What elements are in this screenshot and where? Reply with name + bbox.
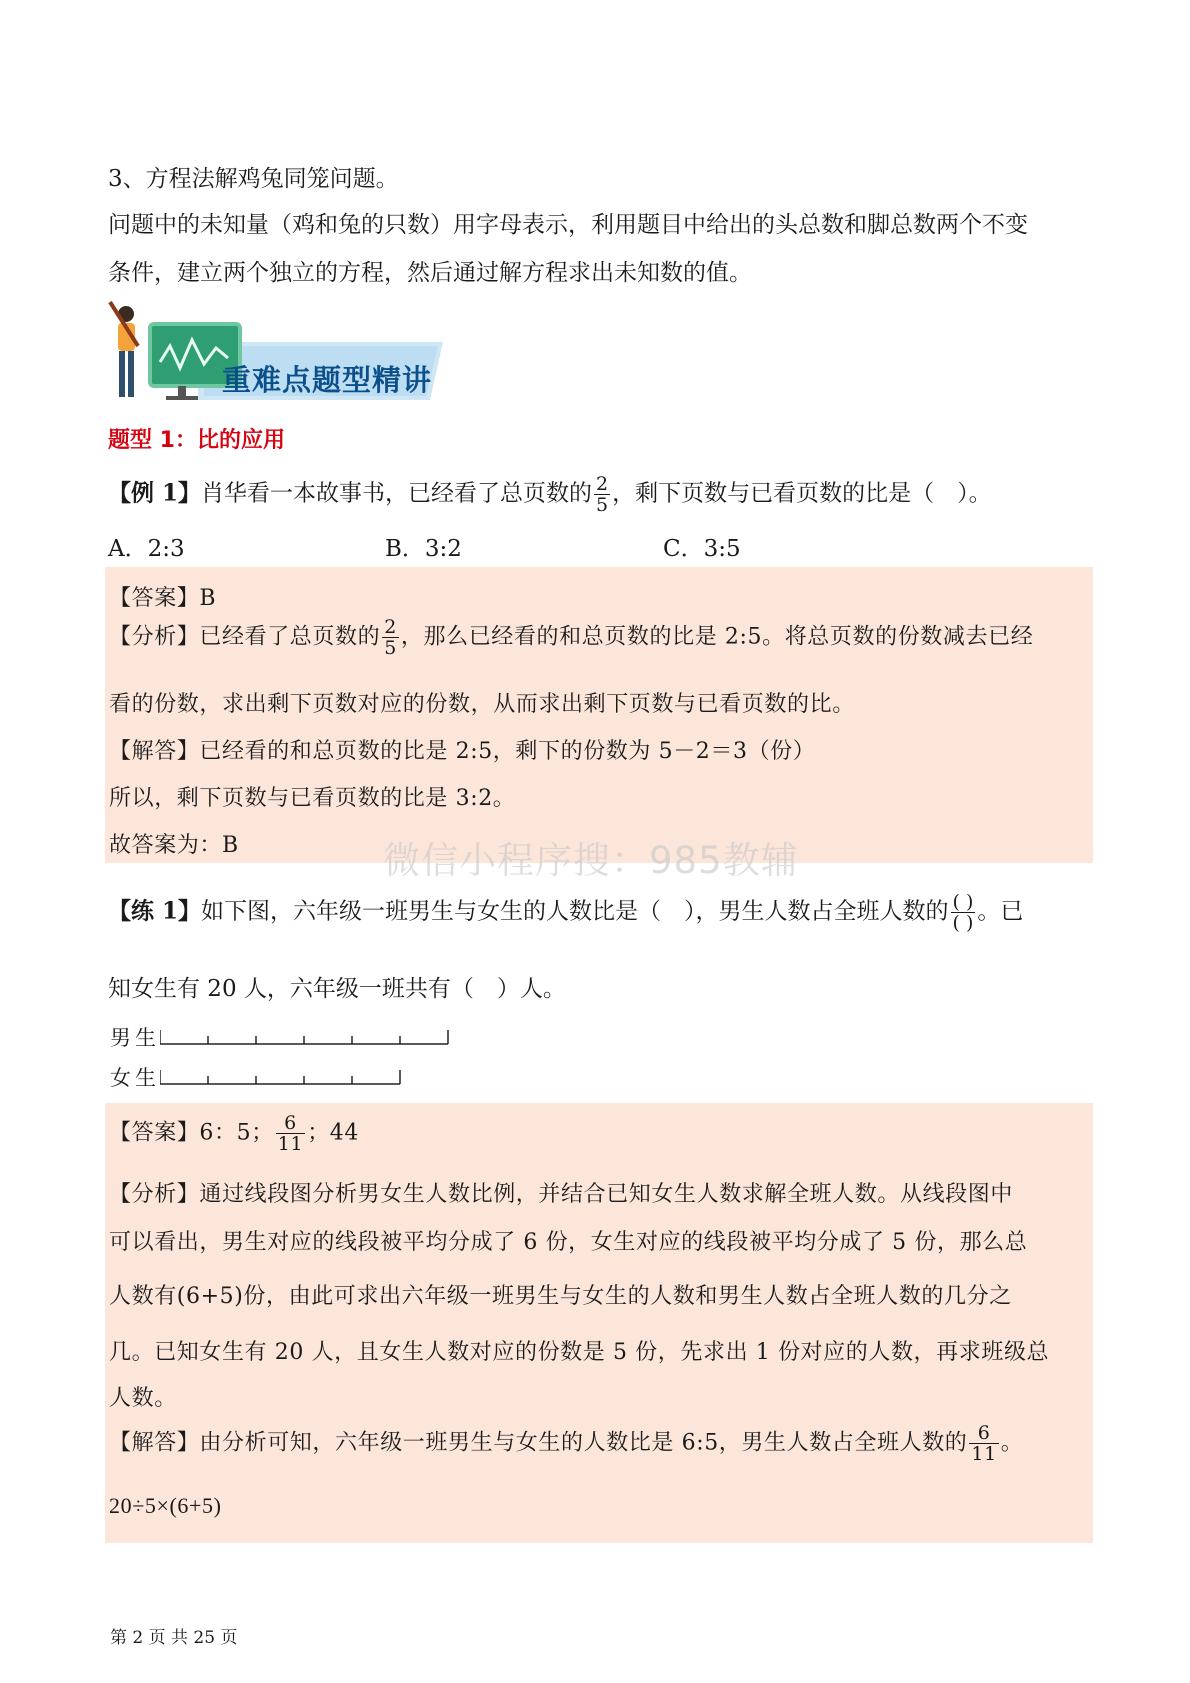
answer2-analysis-line2: 可以看出，男生对应的线段被平均分成了 6 份，女生对应的线段被平均分成了 5 份，那么总 <box>109 1230 1028 1255</box>
answer1-frac-den: 5 <box>384 637 397 659</box>
answer2-answer-fraction <box>276 1113 305 1154</box>
answer2-solution <box>109 1423 1023 1464</box>
answer1-answer: 【答案】B <box>109 586 217 611</box>
answer1-frac-num: 2 <box>384 616 397 638</box>
intro-body-line1: 问题中的未知量（鸡和兔的只数）用字母表示，利用题目中给出的头总数和脚总数两个不变 <box>108 212 1028 238</box>
answer-box-1 <box>105 567 1093 863</box>
answer2-frac-num: 6 <box>284 1112 297 1134</box>
practice1-question <box>108 892 1023 933</box>
girls-segment-bar <box>160 1064 460 1088</box>
answer2-analysis-line1: 【分析】通过线段图分析男女生人数比例，并结合已知女生人数求解全班人数。从线段图中 <box>109 1182 1014 1207</box>
example1-tag: 【例 1】 <box>108 479 202 507</box>
answer2-sol-frac-den: 11 <box>971 1443 997 1465</box>
choice-b: B．3:2 <box>385 536 462 562</box>
answer1-analysis-line2: 看的份数，求出剩下页数对应的份数，从而求出剩下页数与已看页数的比。 <box>109 692 855 717</box>
choice-a: A．2:3 <box>108 536 185 562</box>
answer2-sol-frac-num: 6 <box>977 1422 991 1444</box>
example1-text-after: ，剩下页数与已看页数的比是（ ）。 <box>612 480 992 507</box>
practice1-frac-num: ( ) <box>952 891 974 913</box>
page-footer: 第 2 页 共 25 页 <box>110 1628 238 1648</box>
answer1-analysis-line1 <box>109 617 1033 658</box>
answer2-analysis-line4: 几。已知女生有 20 人，且女生人数对应的份数是 5 份，先求出 1 份对应的人数，再求班级总 <box>109 1340 1050 1365</box>
practice1-frac-den: ( ) <box>952 912 974 934</box>
section-title: 题型 1：比的应用 <box>108 428 285 453</box>
boys-label: 男生 <box>110 1026 160 1050</box>
answer2-answer-after: ；44 <box>307 1120 359 1146</box>
example1-fraction <box>594 474 610 515</box>
answer1-analysis-fraction <box>382 617 399 658</box>
choice-c: C．3:5 <box>663 536 741 562</box>
boys-segment-bar <box>160 1024 460 1048</box>
example1-frac-den: 5 <box>596 494 609 516</box>
answer2-formula: 20÷5×(6+5) <box>109 1493 222 1518</box>
answer-box-2 <box>105 1103 1093 1543</box>
answer2-analysis-line3: 人数有(6+5)份，由此可求出六年级一班男生与女生的人数和男生人数占全班人数的几分之 <box>109 1284 1012 1309</box>
answer2-frac-den: 11 <box>277 1133 304 1155</box>
answer1-solution-line1: 【解答】已经看的和总页数的比是 2:5，剩下的份数为 5－2＝3（份） <box>109 739 816 764</box>
answer2-analysis-line5: 人数。 <box>109 1386 177 1411</box>
practice1-line2: 知女生有 20 人，六年级一班共有（ ）人。 <box>108 976 566 1002</box>
example1-text-before: 肖华看一本故事书，已经看了总页数的 <box>201 480 593 507</box>
banner-title: 重难点题型精讲 <box>222 363 433 397</box>
answer1-solution-line2: 所以，剩下页数与已看页数的比是 3:2。 <box>109 786 516 811</box>
example1-question <box>108 474 992 515</box>
answer2-solution-fraction <box>969 1423 998 1464</box>
answer1-conclusion: 故答案为：B <box>109 833 239 858</box>
answer2-answer-before: 【答案】6：5； <box>109 1120 274 1146</box>
practice1-tag: 【练 1】 <box>108 897 202 925</box>
example1-frac-num: 2 <box>596 473 609 495</box>
boys-segment-ticks <box>160 1030 448 1044</box>
intro-body-line2: 条件，建立两个独立的方程，然后通过解方程求出未知数的值。 <box>108 260 752 286</box>
girls-label: 女生 <box>110 1066 160 1090</box>
answer1-analysis-after: ，那么已经看的和总页数的比是 2:5。将总页数的份数减去已经 <box>400 624 1034 650</box>
watermark: 微信小程序搜：985教辅 <box>383 839 799 882</box>
answer1-analysis-before: 【分析】已经看了总页数的 <box>109 624 381 650</box>
practice1-fraction <box>951 892 976 933</box>
practice1-text-after: 。已 <box>977 898 1024 925</box>
answer2-answer <box>109 1113 359 1154</box>
answer2-solution-after: 。 <box>1000 1430 1024 1456</box>
intro-heading: 3、方程法解鸡兔同笼问题。 <box>108 166 399 192</box>
practice1-text-before: 如下图，六年级一班男生与女生的人数比是（ ），男生人数占全班人数的 <box>201 898 949 925</box>
answer2-solution-before: 【解答】由分析可知，六年级一班男生与女生的人数比是 6:5，男生人数占全班人数的 <box>109 1430 968 1456</box>
girls-segment-ticks <box>160 1070 400 1084</box>
